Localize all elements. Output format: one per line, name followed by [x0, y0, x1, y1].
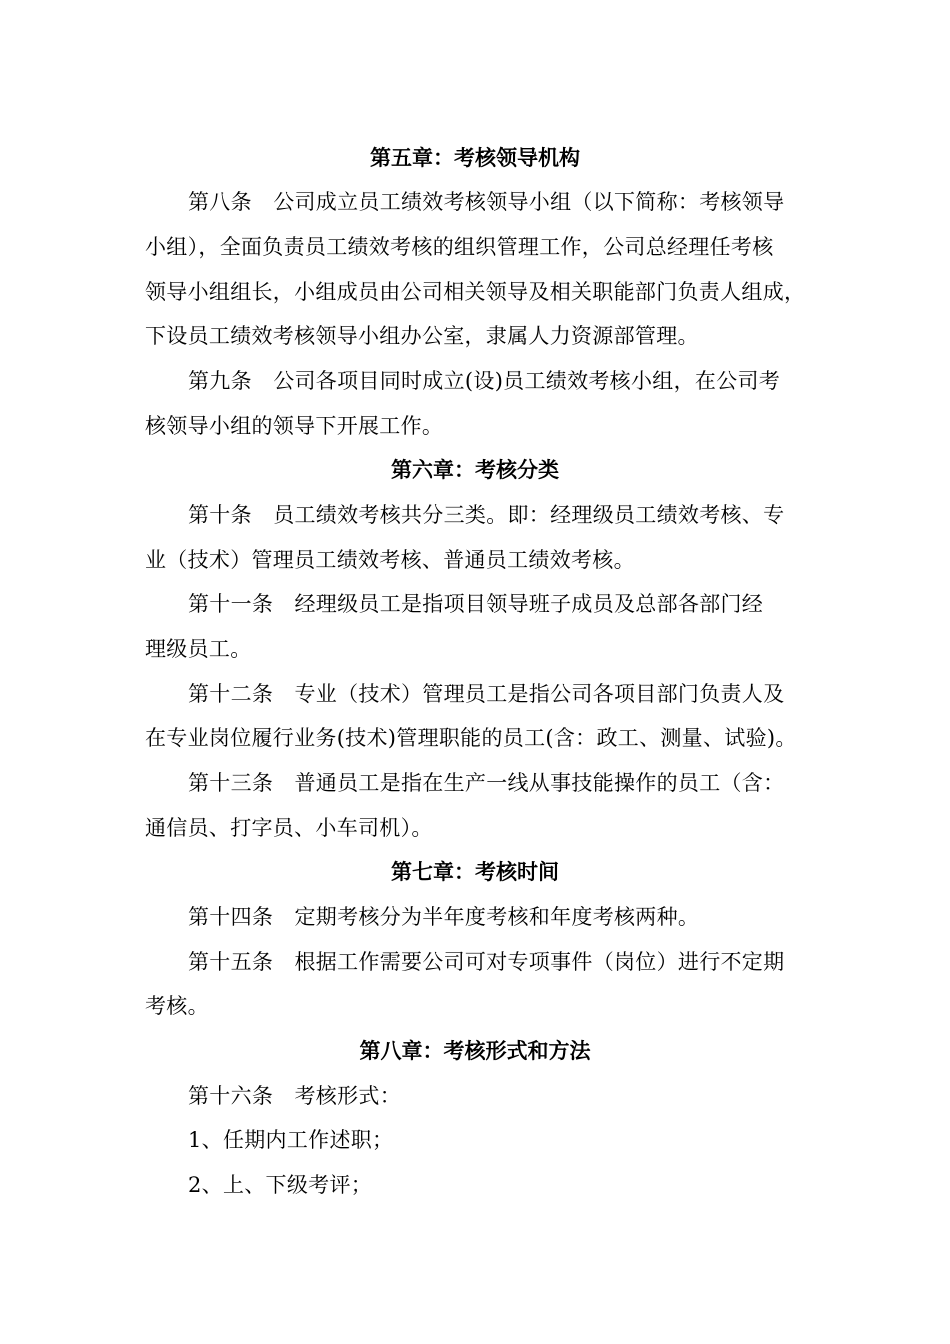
paragraph-line: 小组），全面负责员工绩效考核的组织管理工作，公司总经理任考核	[145, 235, 774, 259]
paragraph-line: 第八条 公司成立员工绩效考核领导小组（以下简称：考核领导	[188, 190, 785, 214]
paragraph-line: 第十三条 普通员工是指在生产一线从事技能操作的员工（含：	[188, 771, 785, 795]
paragraph-line: 第十二条 专业（技术）管理员工是指公司各项目部门负责人及	[188, 682, 785, 706]
paragraph-line: 核领导小组的领导下开展工作。	[145, 414, 444, 438]
paragraph-line: 通信员、打字员、小车司机）。	[145, 816, 433, 840]
chapter-8-heading: 第八章：考核形式和方法	[359, 1038, 591, 1063]
paragraph-line: 第十六条 考核形式：	[188, 1084, 401, 1108]
paragraph-line: 考核。	[145, 994, 209, 1018]
paragraph-line: 业（技术）管理员工绩效考核、普通员工绩效考核。	[145, 548, 635, 572]
list-item: 2、上、下级考评；	[188, 1173, 373, 1197]
chapter-6-heading: 第六章：考核分类	[391, 457, 559, 482]
paragraph-line: 理级员工。	[145, 637, 252, 661]
paragraph-line: 下设员工绩效考核领导小组办公室，隶属人力资源部管理。	[145, 324, 699, 348]
paragraph-line: 领导小组组长，小组成员由公司相关领导及相关职能部门负责人组成，	[145, 280, 806, 304]
chapter-7-heading: 第七章：考核时间	[391, 859, 559, 884]
paragraph-line: 第十一条 经理级员工是指项目领导班子成员及总部各部门经	[188, 592, 764, 616]
paragraph-line: 第十条 员工绩效考核共分三类。即：经理级员工绩效考核、专	[188, 503, 785, 527]
paragraph-line: 第十五条 根据工作需要公司可对专项事件（岗位）进行不定期	[188, 950, 785, 974]
paragraph-line: 第九条 公司各项目同时成立(设)员工绩效考核小组，在公司考	[188, 369, 781, 393]
paragraph-line: 第十四条 定期考核分为半年度考核和年度考核两种。	[188, 905, 700, 929]
chapter-5-heading: 第五章：考核领导机构	[370, 145, 580, 170]
list-item: 1、任期内工作述职；	[188, 1128, 394, 1152]
paragraph-line: 在专业岗位履行业务(技术)管理职能的员工(含：政工、测量、试验)。	[145, 726, 797, 750]
